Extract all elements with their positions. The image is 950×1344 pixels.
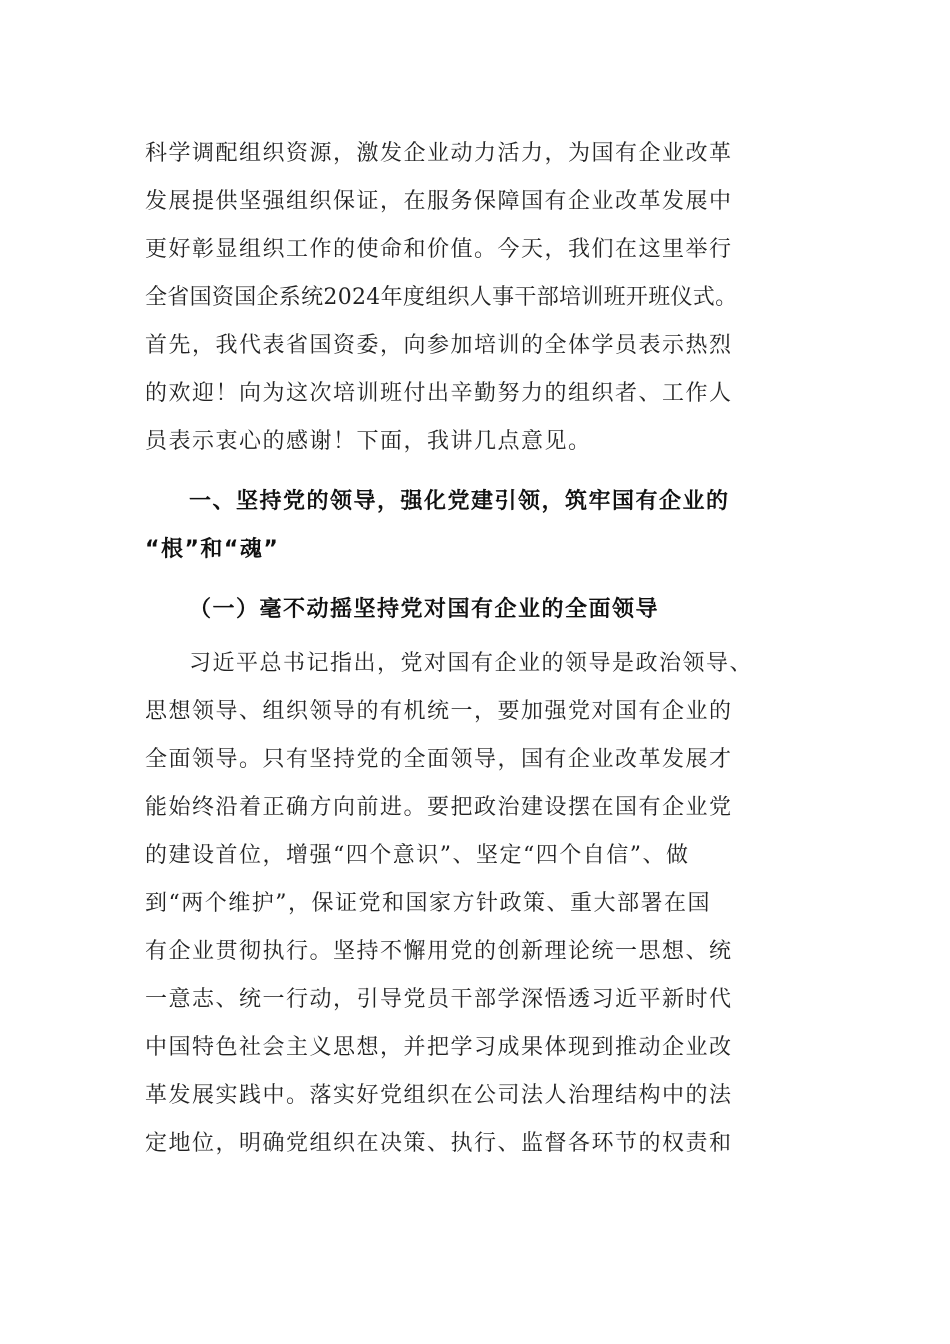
subsection-heading-1: （一）毫不动摇坚持党对国有企业的全面领导 [189,597,660,622]
body-line: 的建设首位，增强“四个意识”、坚定“四个自信”、做 [145,843,690,868]
body-line: 全面领导。只有坚持党的全面领导，国有企业改革发展才 [145,747,733,772]
body-line: 定地位，明确党组织在决策、执行、监督各环节的权责和 [145,1131,733,1156]
body-line: 能始终沿着正确方向前进。要把政治建设摆在国有企业党 [145,795,733,820]
intro-line: 科学调配组织资源，激发企业动力活力，为国有企业改革 [145,141,733,166]
body-line: 一意志、统一行动，引导党员干部学深悟透习近平新时代 [145,987,733,1012]
section-heading-1-continued: “根”和“魂” [145,537,280,562]
intro-line: 全省国资国企系统2024年度组织人事干部培训班开班仪式。 [145,285,738,310]
body-line: 中国特色社会主义思想，并把学习成果体现到推动企业改 [145,1035,733,1060]
intro-line: 员表示衷心的感谢！下面，我讲几点意见。 [145,429,592,454]
intro-line: 的欢迎！向为这次培训班付出辛勤努力的组织者、工作人 [145,381,733,406]
body-line: 习近平总书记指出，党对国有企业的领导是政治领导、 [189,651,754,676]
intro-line: 首先，我代表省国资委，向参加培训的全体学员表示热烈 [145,333,733,358]
intro-line: 发展提供坚强组织保证，在服务保障国有企业改革发展中 [145,189,733,214]
document-body [145,130,815,1168]
body-line: 有企业贯彻执行。坚持不懈用党的创新理论统一思想、统 [145,939,733,964]
section-heading-1: 一、坚持党的领导，强化党建引领，筑牢国有企业的 [189,489,730,514]
body-line: 革发展实践中。落实好党组织在公司法人治理结构中的法 [145,1083,733,1108]
body-line: 思想领导、组织领导的有机统一，要加强党对国有企业的 [145,699,733,724]
intro-line: 更好彰显组织工作的使命和价值。今天，我们在这里举行 [145,237,733,262]
body-line: 到“两个维护”，保证党和国家方针政策、重大部署在国 [145,891,711,916]
